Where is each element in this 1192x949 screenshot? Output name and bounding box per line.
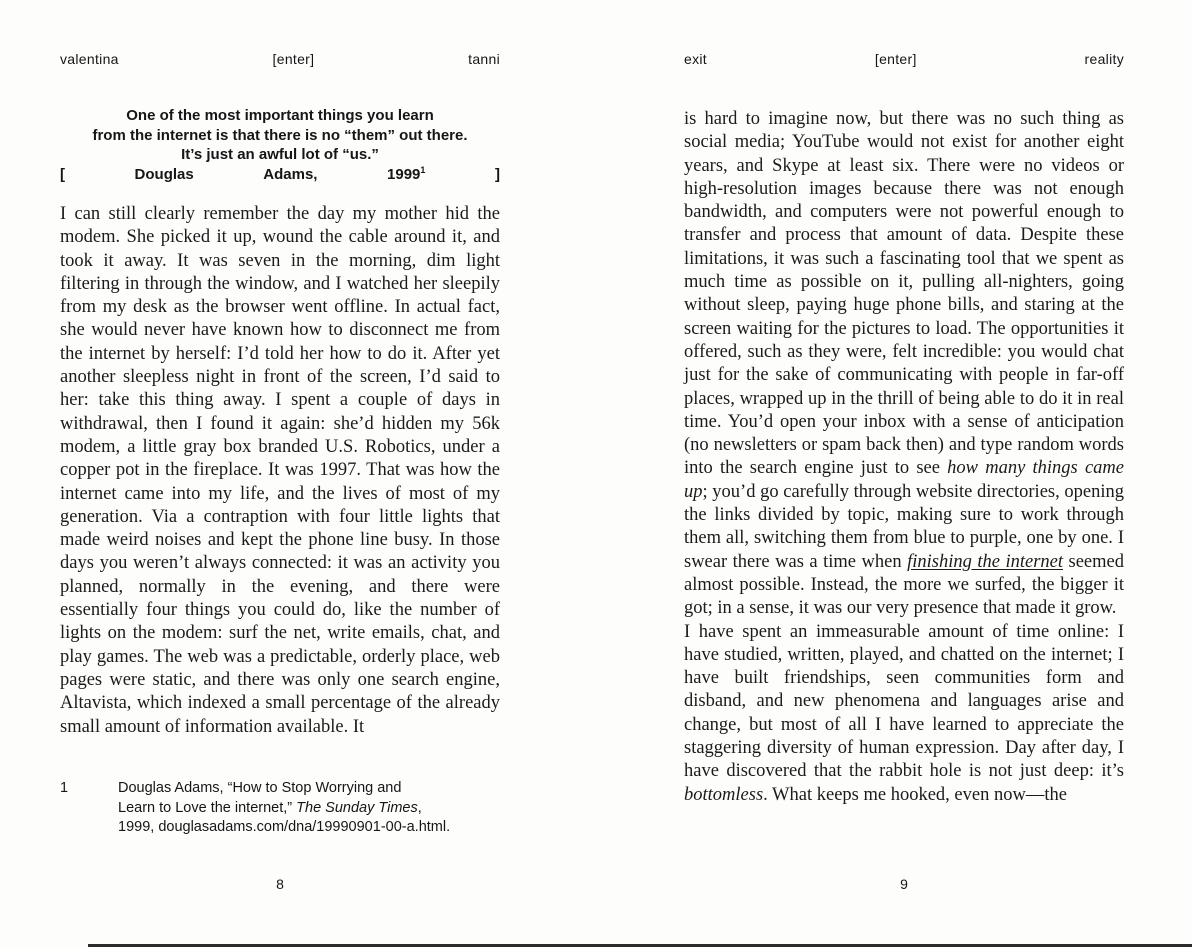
footnote-text — [118, 779, 512, 838]
paragraph: I can still clearly remember the day my mother hid the modem. She picked it up, wound the cable around it, and took it away. It was seven in the morning, dim light filtering in through the window, and I watched her sleepily from my desk as the browser went offline. In actual fact, she would never have known how to disconnect me from the internet by herself: I’d told her how to do it. After yet another sleepless night in front of the screen, I’d said to her: take this thing away. I spent a couple of days in withdrawal, then I found it again: she’d hidden my 56k modem, a little gray box branded U.S. Robotics, under a copper pot in the fireplace. It was 1997. That was how the internet came into my life, and the lives of most of my generation. Via a contraption with four little lights that made weird noises and kept the phone line busy. In those days you weren’t always connected: it was an activity you planned, normally in the evening, and there were essentially four things you could do, like the number of lights on the modem: surf the net, write emails, chat, and play games. The web was a predictable, orderly place, web pages were static, and there was only one search engine, Altavista, which indexed a small percentage of the already small amount of information available. It — [60, 204, 500, 737]
paragraph: is hard to imagine now, but there was no such thing as social media; YouTube would not exist for another eight years, and Skype at least six. There were no videos or high-resolution images because there was not enough bandwidth, and computers were not powerful enough to transfer and process that amount of data. Despite these limitations, it was such a fascinating tool that we spent as much time as possible on it, pulling all-nighters, going without sleep, paying huge phone bills, and staring at the screen waiting for the pictures to load. The opportunities it offered, such as they were, felt incredible: you would chat just for the sake of communicating with people in far-off places, wrapped up in the thrill of being able to do it in real time. You’d open your inbox with a sense of anticipation (no newsletters or spam back then) and type random words into the search engine just to see how many things came up; you’d go carefully through website directories, opening the links divided by topic, making sure to work through them all, switching them from blue to purple, one by one. I swear there was a time when finishing the internet seemed almost possible. Instead, the more we surfed, the bigger it got; in a sense, it was our very presence that made it grow. — [684, 109, 1124, 619]
header-author-first-name: valentina — [60, 51, 119, 67]
page-number-left: 8 — [276, 876, 284, 892]
epigraph-line-1: One of the most important things you learn — [126, 107, 434, 124]
footnote — [60, 779, 512, 838]
bracket-close: ] — [494, 165, 500, 183]
epigraph-line-3: It’s just an awful lot of “us.” — [181, 146, 379, 163]
header-chapter-word-left: exit — [684, 51, 707, 67]
attribution-last-name: Adams, — [263, 165, 318, 183]
attribution-year: 1999$^1$ — [387, 164, 426, 183]
attribution-first-name: Douglas — [134, 165, 194, 183]
epigraph-line-2: from the internet is that there is no “them” out there. — [92, 126, 468, 144]
epigraph — [60, 106, 500, 184]
epigraph-attribution — [60, 165, 500, 185]
body-text-left — [60, 203, 500, 739]
footnote-marker: 1 — [420, 164, 426, 175]
footnote-line: Douglas Adams, “How to Stop Worrying and — [118, 780, 402, 796]
page-edge-line — [88, 944, 1192, 947]
paragraph: I have spent an immeasurable amount of time online: I have studied, written, played, and chatted on the internet; I have built friendships, seen communities form and disband, and new phenomena and languages arise and change, but most of all I have learned to appreciate the staggering diversity of human expression. Day after day, I have discovered that the rabbit hole is not just deep: it’s bottomless. What keeps me hooked, even now—the — [684, 621, 1124, 805]
page-number-right: 9 — [900, 876, 908, 892]
body-text-right — [684, 108, 1124, 807]
header-book-title: [enter] — [874, 51, 917, 67]
running-header-left — [60, 51, 500, 67]
footnote-line: 1999, douglasadams.com/dna/19990901-00-a.html. — [118, 819, 451, 835]
header-author-last-name: tanni — [468, 51, 500, 67]
header-chapter-word-right: reality — [1084, 51, 1124, 67]
footnote-line: Learn to Love the internet,” The Sunday Times, — [118, 799, 422, 816]
running-header-right — [684, 51, 1124, 67]
bracket-open: [ — [60, 165, 65, 183]
footnote-number: 1 — [60, 780, 69, 796]
header-book-title: [enter] — [272, 51, 315, 67]
